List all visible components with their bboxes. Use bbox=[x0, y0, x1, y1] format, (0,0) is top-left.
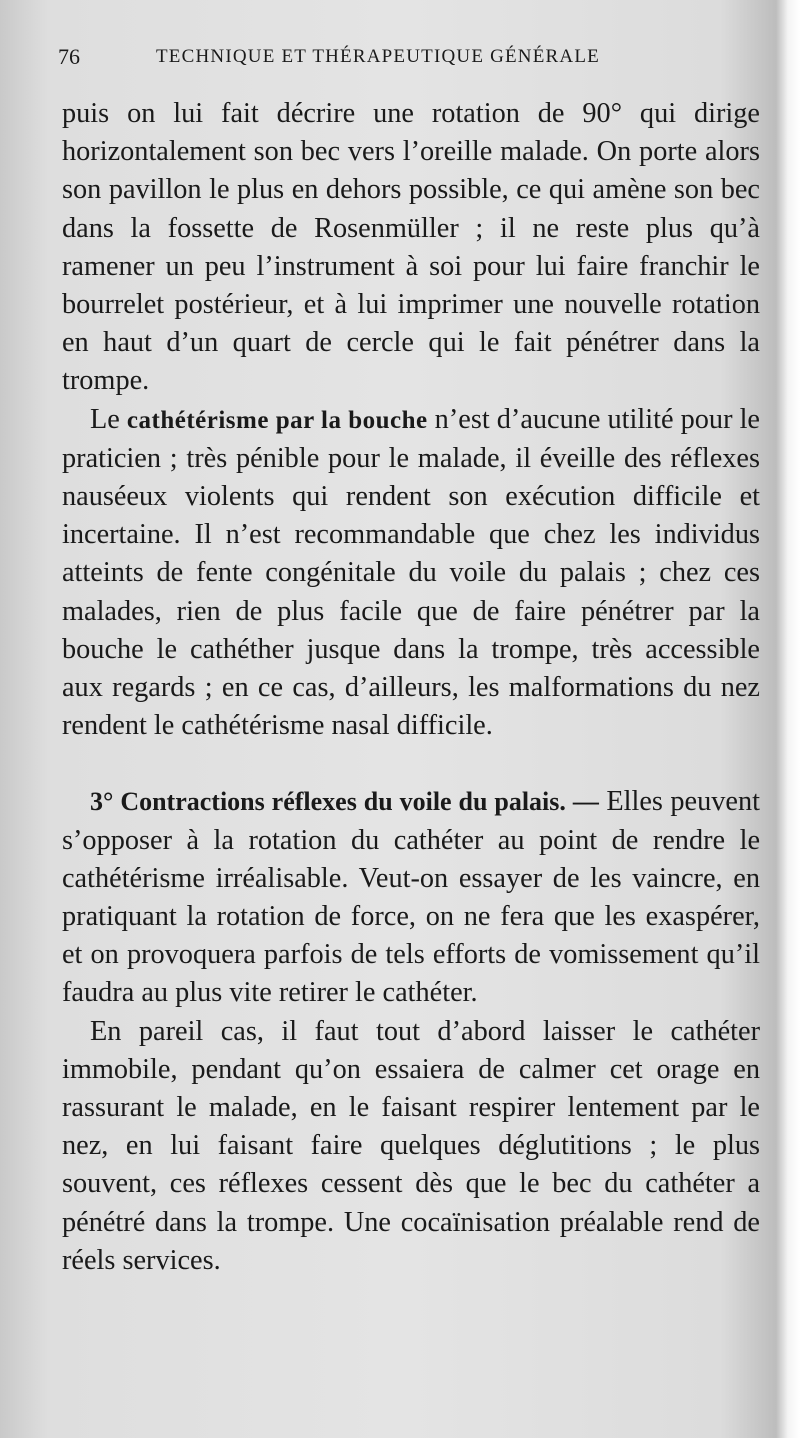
page-header bbox=[58, 44, 678, 74]
body-text bbox=[62, 95, 760, 1280]
running-title: TECHNIQUE ET THÉRAPEUTIQUE GÉNÉRALE bbox=[156, 46, 600, 67]
paragraph-lead: Le bbox=[90, 403, 127, 435]
bold-term: cathétérisme par la bouche bbox=[126, 406, 428, 434]
paragraph-text: Elles peuvent s’opposer à la rotation du cathéter au point de rendre le cathétérisme irréalisable. Veut-on essayer de les vaincre, en pratiquant la rotation de force, on ne fera que les exaspérer, et on provoquera parfois de tels efforts de vomissement qu’il faudra au plus vite retirer le cathéter. bbox=[62, 786, 760, 1009]
paragraph-reflex-contractions bbox=[62, 783, 760, 1012]
paragraph-rotation: puis on lui fait décrire une rotation de 90° qui dirige horizontalement son bec vers l’oreille malade. On porte alors son pavillon le plus en dehors possible, ce qui amène son bec dans la fossette de Rosenmüller ; il ne reste plus qu’à ramener un peu l’instrument à soi pour lui faire franchir le bourrelet postérieur, et à lui imprimer une nouvelle rotation en haut d’un quart de cercle qui le fait pénétrer dans la trompe. bbox=[62, 98, 760, 397]
page-number: 76 bbox=[58, 44, 80, 69]
section-title: 3° Contractions réflexes du voile du palais. — bbox=[90, 787, 599, 817]
paragraph-mouth-catheterism bbox=[62, 401, 760, 746]
paragraph-calming: En pareil cas, il faut tout d’abord laisser le cathéter immobile, pendant qu’on essaiera de calmer cet orage en rassurant le malade, en le faisant respirer lentement par le nez, en lui faisant faire quelques déglutitions ; le plus souvent, ces réflexes cessent dès que le bec du cathéter a pénétré dans la trompe. Une cocaïnisation préalable rend de réels services. bbox=[62, 1015, 760, 1276]
paragraph-text: n’est d’aucune utilité pour le praticien ; très pénible pour le malade, il éveille des réflexes nauséeux violents qui rendent son exécution difficile et incertaine. Il n’est recommandable que chez les individus atteints de fente congénitale du voile du palais ; chez ces malades, rien de plus facile que de faire pénétrer par la bouche le cathéther jusque dans la trompe, très accessible aux regards ; en ce cas, d’ailleurs, les malformations du nez rendent le cathétérisme nasal difficile. bbox=[62, 403, 760, 742]
